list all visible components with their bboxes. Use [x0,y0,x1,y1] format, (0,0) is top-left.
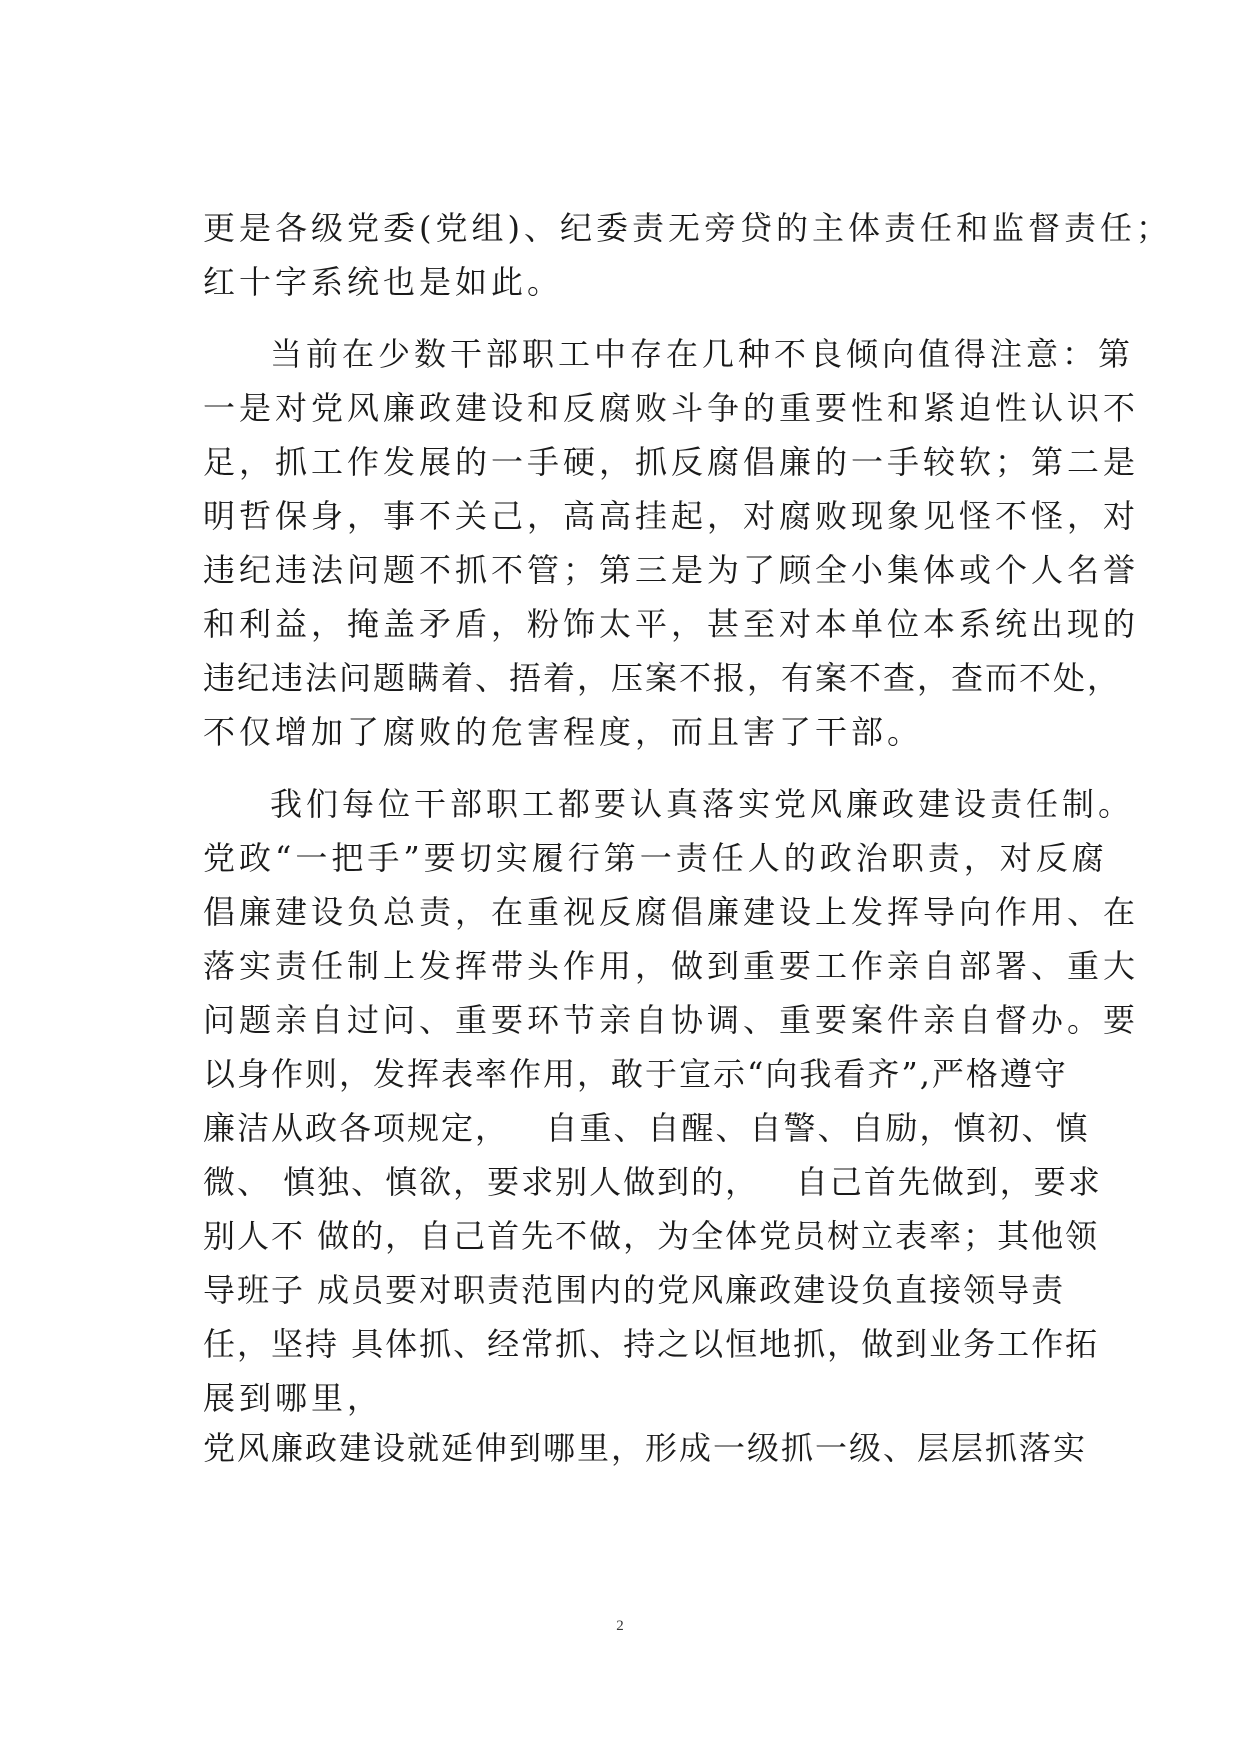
text-line: 党政“一把手”要切实履行第一责任人的政治职责，对反腐 [203,839,1108,877]
paragraph-start-line: 我们每位干部职工都要认真落实党风廉政建设责任制。 [270,785,1135,823]
text-line: 更是各级党委(党组)、纪委责无旁贷的主体责任和监督责任； [203,209,1172,247]
text-line: 微、 慎独、慎欲，要求别人做到的， 自己首先做到，要求 [203,1163,1102,1201]
text-line: 廉洁从政各项规定， 自重、自醒、自警、自励，慎初、慎 [203,1109,1090,1147]
text-line: 明哲保身，事不关己，高高挂起，对腐败现象见怪不怪，对 [203,497,1140,535]
text-line: 不仅增加了腐败的危害程度，而且害了干部。 [203,713,924,751]
text-line: 违纪违法问题瞒着、捂着，压案不报，有案不查，查而不处， [203,659,1122,697]
text-line: 违纪违法问题不抓不管；第三是为了顾全小集体或个人名誉 [203,551,1140,589]
text-line: 倡廉建设负总责，在重视反腐倡廉建设上发挥导向作用、在 [203,893,1140,931]
text-line: 红十字系统也是如此。 [203,263,564,301]
text-line: 和利益，掩盖矛盾，粉饰太平，甚至对本单位本系统出现的 [203,605,1140,643]
text-line: 落实责任制上发挥带头作用，做到重要工作亲自部署、重大 [203,947,1140,985]
text-line: 任，坚持 具体抓、经常抓、持之以恒地抓，做到业务工作拓 [203,1325,1100,1363]
text-line: 一是对党风廉政建设和反腐败斗争的重要性和紧迫性认识不 [203,389,1140,427]
text-line: 以身作则，发挥表率作用，敢于宣示“向我看齐”,严格遵守 [203,1055,1068,1093]
text-line: 导班子 成员要对职责范围内的党风廉政建设负直接领导责 [203,1271,1066,1309]
text-line: 别人不 做的，自己首先不做，为全体党员树立表率；其他领 [203,1217,1100,1255]
text-line: 党风廉政建设就延伸到哪里，形成一级抓一级、层层抓落实 [203,1429,1088,1467]
paragraph-start-line: 当前在少数干部职工中存在几种不良倾向值得注意：第 [270,335,1135,373]
text-line: 足，抓工作发展的一手硬，抓反腐倡廉的一手较软；第二是 [203,443,1140,481]
page-number: 2 [616,1618,624,1634]
text-line: 问题亲自过问、重要环节亲自协调、重要案件亲自督办。要 [203,1001,1140,1039]
text-line: 展到哪里， [203,1379,384,1417]
